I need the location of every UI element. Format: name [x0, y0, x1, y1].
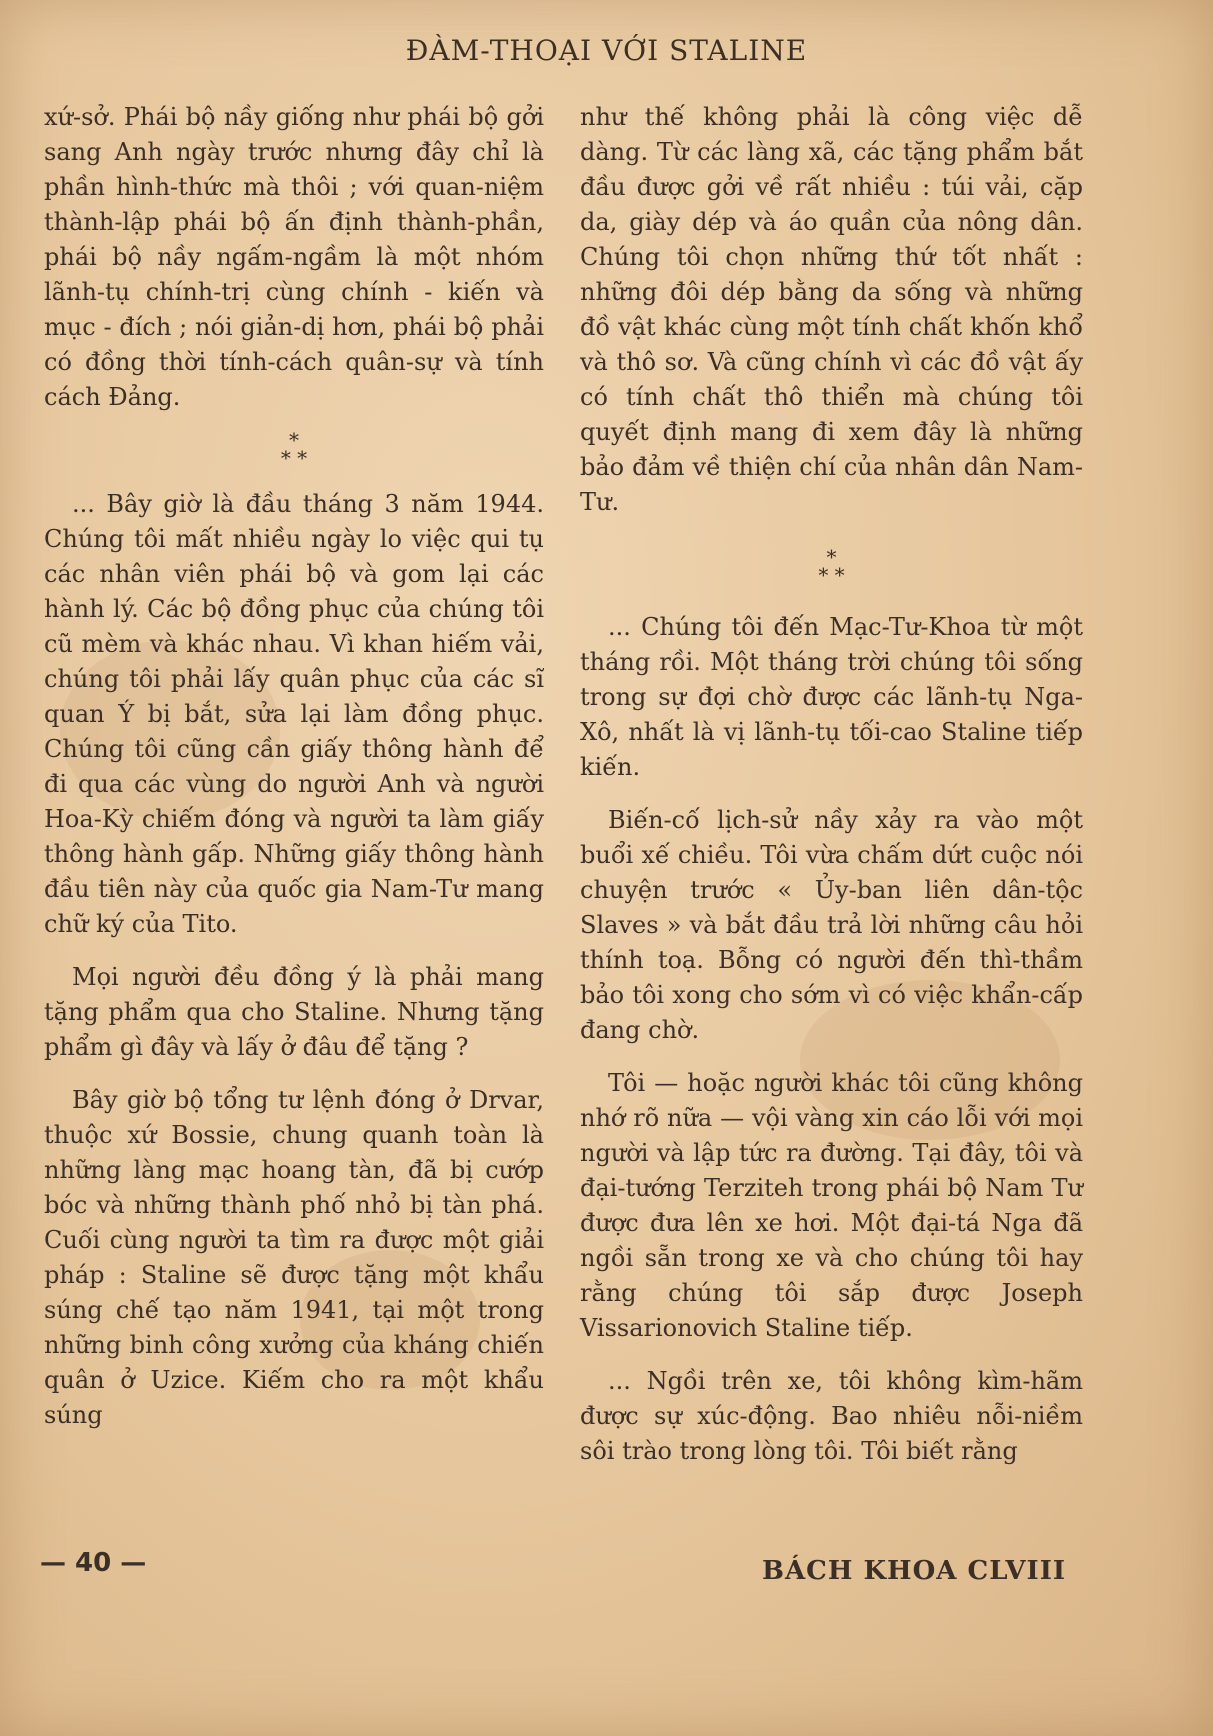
paragraph: ... Ngồi trên xe, tôi không kìm-hãm được sự xúc-động. Bao nhiêu nỗi-niềm sôi trào trong lòng tôi. Tôi biết rằng [580, 1367, 1083, 1465]
paragraph: như thế không phải là công việc dễ dàng. Từ các làng xã, các tặng phẩm bắt đầu được gởi về rất nhiều : túi vải, cặp da, giày dép và áo quần của nông dân. Chúng tôi chọn những thứ tốt nhất : những đôi dép bằng da sống và những đồ vật khác cùng một tính chất khốn khổ và thô sơ. Và cũng chính vì các đồ vật ấy có tính chất thô thiển mà chúng tôi quyết định mang đi xem đây là những bảo đảm về thiện chí của nhân dân Nam-Tư. [580, 103, 1083, 516]
page-number: — 40 — [40, 1548, 147, 1578]
paragraph: Mọi người đều đồng ý là phải mang tặng phẩm qua cho Staline. Nhưng tặng phẩm gì đây và lấy ở đâu để tặng ? [44, 963, 544, 1061]
section-separator [580, 545, 1083, 587]
paragraph: ... Bây giờ là đầu tháng 3 năm 1944. Chúng tôi mất nhiều ngày lo việc qui tụ các nhân viên phái bộ và gom lại các hành lý. Các bộ đồng phục của chúng tôi cũ mèm và khác nhau. Vì khan hiếm vải, chúng tôi phải lấy quân phục của các sĩ quan Ý bị bắt, sửa lại làm đồng phục. Chúng tôi cũng cần giấy thông hành để đi qua các vùng do người Anh và người Hoa-Kỳ chiếm đóng và người ta làm giấy thông hành gấp. Những giấy thông hành đầu tiên này của quốc gia Nam-Tư mang chữ ký của Tito. [44, 490, 544, 938]
left-column [44, 100, 544, 1433]
paragraph: Bây giờ bộ tổng tư lệnh đóng ở Drvar, thuộc xứ Bossie, chung quanh toàn là những làng mạc hoang tàn, đã bị cướp bóc và những thành phố nhỏ bị tàn phá. Cuối cùng người ta tìm ra được một giải pháp : Staline sẽ được tặng một khẩu súng chế tạo năm 1941, tại một trong những binh công xưởng của kháng chiến quân ở Uzice. Kiếm cho ra một khẩu súng [44, 1086, 544, 1429]
paragraph: Biến-cố lịch-sử nầy xảy ra vào một buổi xế chiều. Tôi vừa chấm dứt cuộc nói chuyện trước « Ủy-ban liên dân-tộc Slaves » và bắt đầu trả lời những câu hỏi thính toạ. Bỗng có người đến thì-thầm bảo tôi xong cho sớm vì có việc khẩn-cấp đang chờ. [580, 806, 1083, 1044]
separator-star-bottom: * * [280, 446, 308, 470]
separator-star-top: * [289, 428, 299, 452]
section-separator [44, 428, 544, 470]
paragraph: xứ-sở. Phái bộ nầy giống như phái bộ gởi sang Anh ngày trước nhưng đây chỉ là phần hình-thức mà thôi ; với quan-niệm thành-lập phái bộ ấn định thành-phần, phái bộ nầy ngấm-ngầm là một nhóm lãnh-tụ chính-trị cùng chính - kiến và mục - đích ; nói giản-dị hơn, phái bộ phải có đồng thời tính-cách quân-sự và tính cách Đảng. [44, 103, 544, 411]
separator-star-top: * [826, 545, 837, 569]
publication-footer: BÁCH KHOA CLVIII [762, 1556, 1067, 1586]
paragraph: Tôi — hoặc người khác tôi cũng không nhớ rõ nữa — vội vàng xin cáo lỗi với mọi người và lập tức ra đường. Tại đây, tôi và đại-tướng Terziteh trong phái bộ Nam Tư được đưa lên xe hơi. Một đại-tá Nga đã ngồi sẵn trong xe và cho chúng tôi hay rằng chúng tôi sắp được Joseph Vissarionovich Staline tiếp. [580, 1069, 1083, 1342]
paragraph: ... Chúng tôi đến Mạc-Tư-Khoa từ một tháng rồi. Một tháng trời chúng tôi sống trong sự đợi chờ được các lãnh-tụ Nga-Xô, nhất là vị lãnh-tụ tối-cao Staline tiếp kiến. [580, 613, 1083, 781]
right-column [580, 100, 1083, 1469]
running-header: ĐÀM-THOẠI VỚI STALINE [405, 34, 808, 67]
separator-star-bottom: * * [818, 563, 845, 587]
